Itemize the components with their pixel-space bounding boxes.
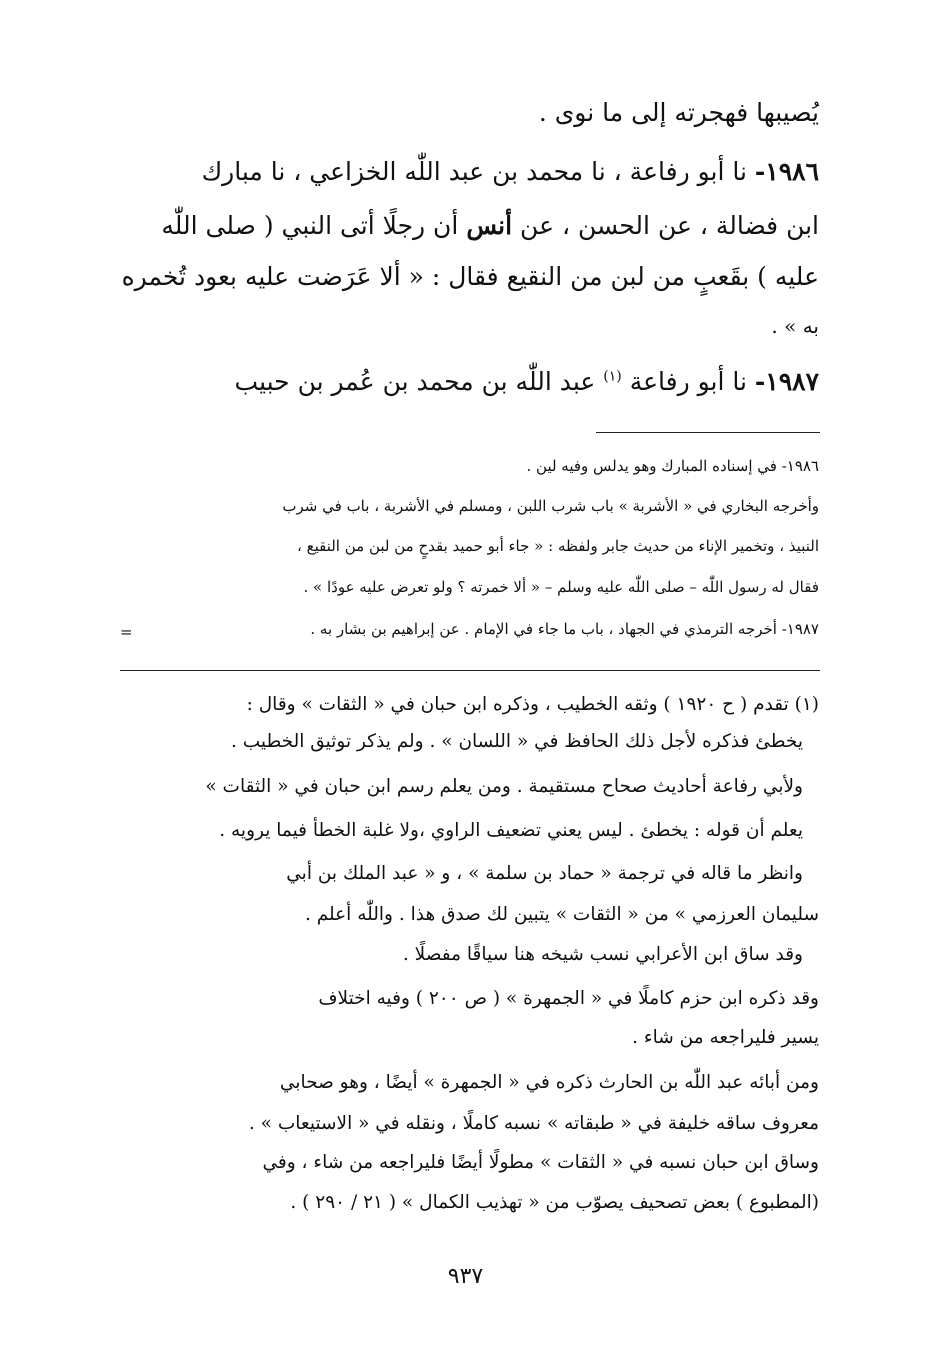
footnote-line-2: يخطئ فذكره لأجل ذلك الحافظ في « اللسان » . ولم يذكر توثيق الخطيب . <box>230 731 803 752</box>
takhrij-line-2: وأخرجه البخاري في « الأشربة » باب شرب اللبن ، ومسلم في الأشربة ، باب في شرب <box>282 497 819 515</box>
takhrij-separator <box>596 432 820 433</box>
hadith-1987-text-b: عبد اللّٰه بن محمد بن عُمر بن حبيب <box>234 367 596 396</box>
takhrij-line-1: ١٩٨٦- في إسناده المبارك وهو يدلس وفيه لين . <box>526 457 819 475</box>
footnote-line-9: يسير فليراجعه من شاء . <box>632 1027 819 1048</box>
footnote-line-8: وقد ذكره ابن حزم كاملًا في « الجمهرة » ( ص ٢٠٠ ) وفيه اختلاف <box>318 988 819 1009</box>
page-number: ٩٣٧ <box>447 1264 484 1289</box>
continuation-mark: = <box>120 623 133 641</box>
footnote-line-13: (المطبوع ) بعض تصحيف يصوّب من « تهذيب الكمال » ( ٢١ / ٢٩٠ ) . <box>290 1192 819 1213</box>
footnote-line-6: سليمان العرزمي » من « الثقات » يتبين لك صدق هذا . واللّٰه أعلم . <box>304 904 819 925</box>
footnote-ref-1[interactable]: (١) <box>603 368 622 385</box>
narrator-anas: أنس <box>466 211 513 240</box>
hadith-1987-line-1 <box>235 367 819 396</box>
hadith-1986-text-2a: ابن فضالة ، عن الحسن ، عن <box>520 211 819 240</box>
takhrij-line-4: فقال له رسول اللّٰه – صلى اللّٰه عليه وسلم – « ألا خمرته ؟ ولو تعرض عليه عودًا » . <box>303 578 819 596</box>
hadith-1986-text-2b: أن رجلًا أتى النبي ( صلى اللّٰه <box>161 211 459 240</box>
footnote-separator <box>120 670 820 671</box>
footnote-line-1: (١) تقدم ( ح ١٩٢٠ ) وثقه الخطيب ، وذكره ابن حبان في « الثقات » وقال : <box>246 694 819 715</box>
takhrij-line-5: ١٩٨٧- أخرجه الترمذي في الجهاد ، باب ما جاء في الإمام . عن إبراهيم بن بشار به . <box>310 620 819 638</box>
hadith-1986-line-1 <box>202 157 819 186</box>
hadith-1987-text-a: نا أبو رفاعة <box>629 367 747 396</box>
footnote-line-12: وساق ابن حبان نسبه في « الثقات » مطولًا أيضًا فليراجعه من شاء ، وفي <box>262 1152 819 1173</box>
hadith-1986-line-2 <box>161 211 819 240</box>
footnote-line-11: معروف ساقه خليفة في « طبقاته » نسبه كاملًا ، ونقله في « الاستيعاب » . <box>248 1113 819 1134</box>
hadith-number-1986: ١٩٨٦- <box>754 157 819 186</box>
takhrij-line-3: النبيذ ، وتخمير الإناء من حديث جابر ولفظه : « جاء أبو حميد بقدحٍ من لبن من النقيع ، <box>296 537 819 555</box>
footnote-line-10: ومن أبائه عبد اللّٰه بن الحارث ذكره في « الجمهرة » أيضًا ، وهو صحابي <box>279 1072 819 1093</box>
hadith-1986-line-4: به » . <box>771 314 819 338</box>
hadith-1986-line-3: عليه ) بقَعبٍ من لبن من النقيع فقال : « ألا عَرَضت عليه بعود تُخمره <box>121 262 819 291</box>
footnote-line-4: يعلم أن قوله : يخطئ . ليس يعني تضعيف الراوي ،ولا غلبة الخطأ فيما يرويه . <box>219 820 803 841</box>
hadith-number-1987: ١٩٨٧- <box>754 367 819 396</box>
footnote-line-7: وقد ساق ابن الأعرابي نسب شيخه هنا سياقًا مفصلًا . <box>402 944 803 965</box>
main-line-0: يُصيبها فهجرته إلى ما نوى . <box>538 98 819 127</box>
hadith-1986-text-1: نا أبو رفاعة ، نا محمد بن عبد اللّٰه الخزاعي ، نا مبارك <box>201 157 747 186</box>
footnote-line-5: وانظر ما قاله في ترجمة « حماد بن سلمة » ، و « عبد الملك بن أبي <box>286 863 803 884</box>
footnote-line-3: ولأبي رفاعة أحاديث صحاح مستقيمة . ومن يعلم رسم ابن حبان في « الثقات » <box>205 776 803 797</box>
